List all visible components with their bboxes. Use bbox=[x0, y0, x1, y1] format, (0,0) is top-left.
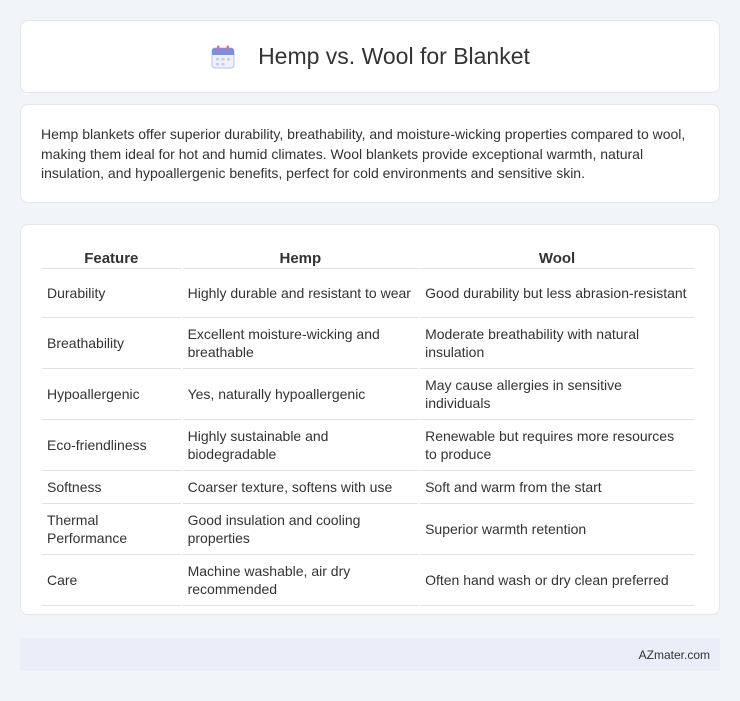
table-row bbox=[42, 555, 694, 606]
footer-site-link[interactable]: AZmater.com bbox=[638, 647, 710, 662]
wool-cell: May cause allergies in sensitive individuals bbox=[420, 369, 694, 420]
feature-cell: Durability bbox=[42, 269, 181, 318]
title-card bbox=[20, 20, 720, 93]
table-header-row bbox=[42, 245, 694, 269]
intro-text: Hemp blankets offer superior durability, breathability, and moisture-wicking properties compared to wool, making them ideal for hot and humid climates. Wool blankets provide exceptional warmth, natural insulation, and hypoallergenic benefits, perfect for cold environments and sensitive skin. bbox=[41, 126, 686, 181]
table-row bbox=[42, 504, 694, 555]
calendar-icon bbox=[210, 44, 236, 70]
feature-cell: Hypoallergenic bbox=[42, 369, 181, 420]
feature-cell: Eco-friendliness bbox=[42, 420, 181, 471]
hemp-cell: Yes, naturally hypoallergenic bbox=[183, 369, 418, 420]
wool-cell: Often hand wash or dry clean preferred bbox=[420, 555, 694, 606]
wool-cell: Good durability but less abrasion-resistant bbox=[420, 269, 694, 318]
table-row bbox=[42, 420, 694, 471]
feature-cell: Care bbox=[42, 555, 181, 606]
page-title: Hemp vs. Wool for Blanket bbox=[258, 43, 530, 69]
header-wool: Wool bbox=[420, 245, 694, 269]
wool-cell: Superior warmth retention bbox=[420, 504, 694, 555]
feature-cell: Softness bbox=[42, 471, 181, 504]
intro-card bbox=[20, 104, 720, 203]
feature-cell: Thermal Performance bbox=[42, 504, 181, 555]
table-row bbox=[42, 269, 694, 318]
comparison-card bbox=[20, 224, 720, 615]
wool-cell: Soft and warm from the start bbox=[420, 471, 694, 504]
title-wrap bbox=[210, 43, 530, 70]
comparison-table bbox=[40, 245, 696, 606]
table-row bbox=[42, 369, 694, 420]
table-row bbox=[42, 471, 694, 504]
hemp-cell: Machine washable, air dry recommended bbox=[183, 555, 418, 606]
hemp-cell: Highly sustainable and biodegradable bbox=[183, 420, 418, 471]
header-feature: Feature bbox=[42, 245, 181, 269]
hemp-cell: Good insulation and cooling properties bbox=[183, 504, 418, 555]
wool-cell: Moderate breathability with natural insulation bbox=[420, 318, 694, 369]
footer-bar bbox=[20, 638, 720, 671]
table-row bbox=[42, 318, 694, 369]
header-hemp: Hemp bbox=[183, 245, 418, 269]
feature-cell: Breathability bbox=[42, 318, 181, 369]
hemp-cell: Highly durable and resistant to wear bbox=[183, 269, 418, 318]
hemp-cell: Excellent moisture-wicking and breathable bbox=[183, 318, 418, 369]
wool-cell: Renewable but requires more resources to produce bbox=[420, 420, 694, 471]
hemp-cell: Coarser texture, softens with use bbox=[183, 471, 418, 504]
